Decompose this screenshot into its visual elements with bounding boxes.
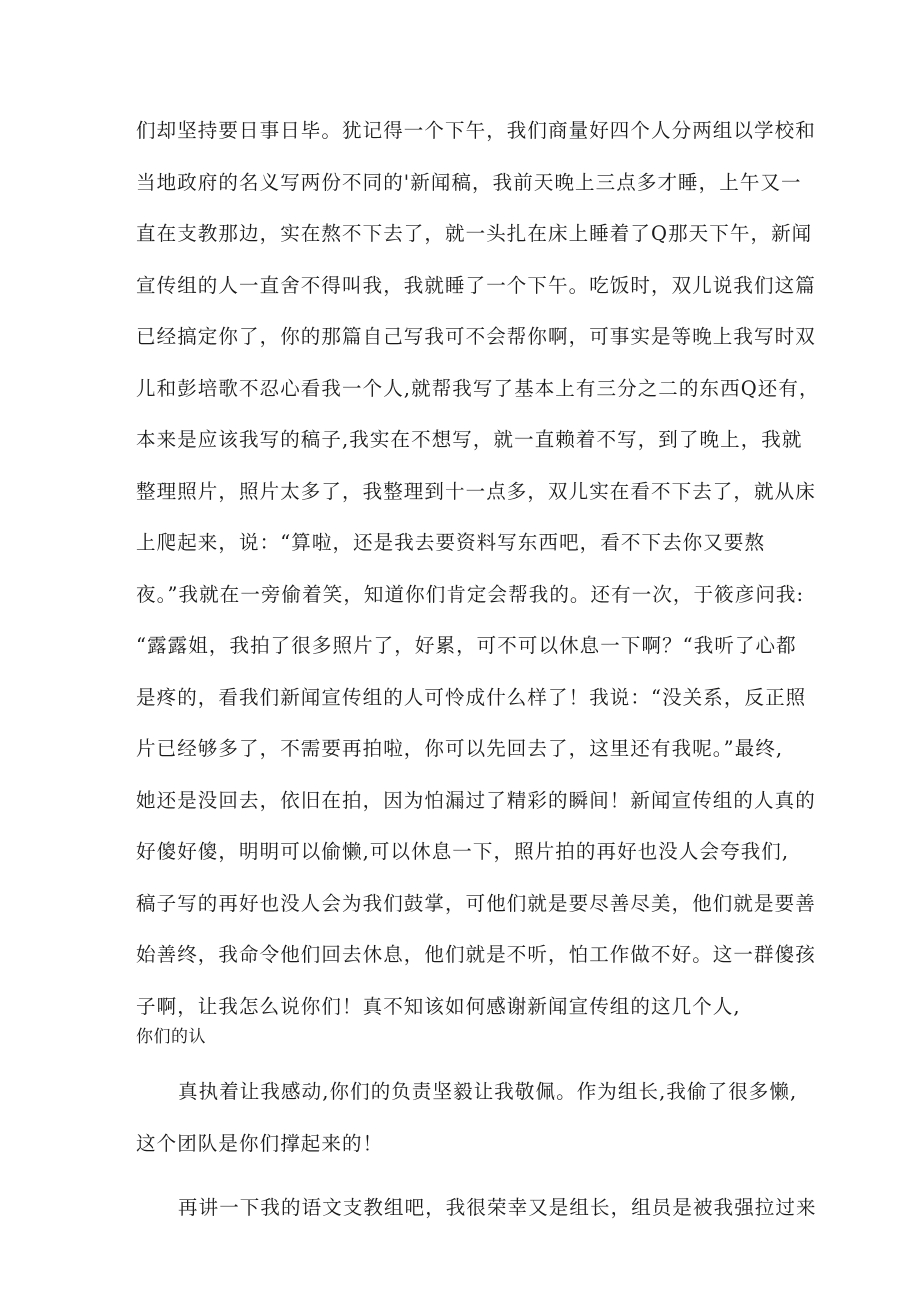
text-line: 已经搞定你了，你的那篇自己写我可不会帮你啊，可事实是等晚上我写时双: [136, 325, 816, 348]
text-line: 子啊，让我怎么说你们！真不知该如何感谢新闻宣传组的这几个人,: [136, 995, 741, 1018]
text-line: 直在支教那边，实在熬不下去了，就一头扎在床上睡着了Q那天下午，新闻: [136, 222, 813, 245]
text-line: 好傻好傻，明明可以偷懒,可以休息一下，照片拍的再好也没人会夸我们,: [136, 840, 790, 863]
text-line: 稿子写的再好也没人会为我们鼓掌，可他们就是要尽善尽美，他们就是要善: [136, 892, 816, 915]
text-line: 是疼的，看我们新闻宣传组的人可怜成什么样了！我说：“没关系，反正照: [136, 686, 807, 709]
text-line: 宣传组的人一直舍不得叫我，我就睡了一个下午。吃饭时，双儿说我们这篇: [136, 274, 816, 297]
text-line: 她还是没回去，依旧在拍，因为怕漏过了精彩的瞬间！新闻宣传组的人真的: [136, 789, 816, 812]
text-line: 再讲一下我的语文支教组吧，我很荣幸又是组长，组员是被我强拉过来: [178, 1196, 817, 1219]
text-line: “露露姐，我拍了很多照片了，好累，可不可以休息一下啊？“我听了心都: [136, 634, 797, 657]
text-line: 本来是应该我写的稿子,我实在不想写，就一直赖着不写，到了晚上，我就: [136, 428, 803, 451]
text-line: 们却坚持要日事日毕。犹记得一个下午，我们商量好四个人分两组以学校和: [136, 119, 816, 142]
text-line: 整理照片，照片太多了，我整理到十一点多，双儿实在看不下去了，就从床: [136, 480, 816, 503]
text-line: 真执着让我感动,你们的负责坚毅让我敬佩。作为组长,我偷了很多懒,: [178, 1080, 798, 1103]
text-line: 夜。”我就在一旁偷着笑，知道你们肯定会帮我的。还有一次，于筱彦问我:: [136, 583, 805, 606]
text-line: 当地政府的名义写两份不同的'新闻稿，我前天晚上三点多才睡，上午又一: [136, 171, 802, 194]
text-line: 始善终，我命令他们回去休息，他们就是不听，怕工作做不好。这一群傻孩: [136, 943, 816, 966]
text-line: 儿和彭培歌不忍心看我一个人,就帮我写了基本上有三分之二的东西Q还有，: [136, 377, 820, 400]
text-line: 片已经够多了，不需要再拍啦，你可以先回去了，这里还有我呢。”最终,: [136, 737, 784, 760]
text-line: 上爬起来，说：“算啦，还是我去要资料写东西吧，看不下去你又要熬: [136, 531, 766, 554]
text-line: 这个团队是你们撑起来的！: [136, 1132, 384, 1155]
text-line: 你们的认: [136, 1027, 206, 1047]
